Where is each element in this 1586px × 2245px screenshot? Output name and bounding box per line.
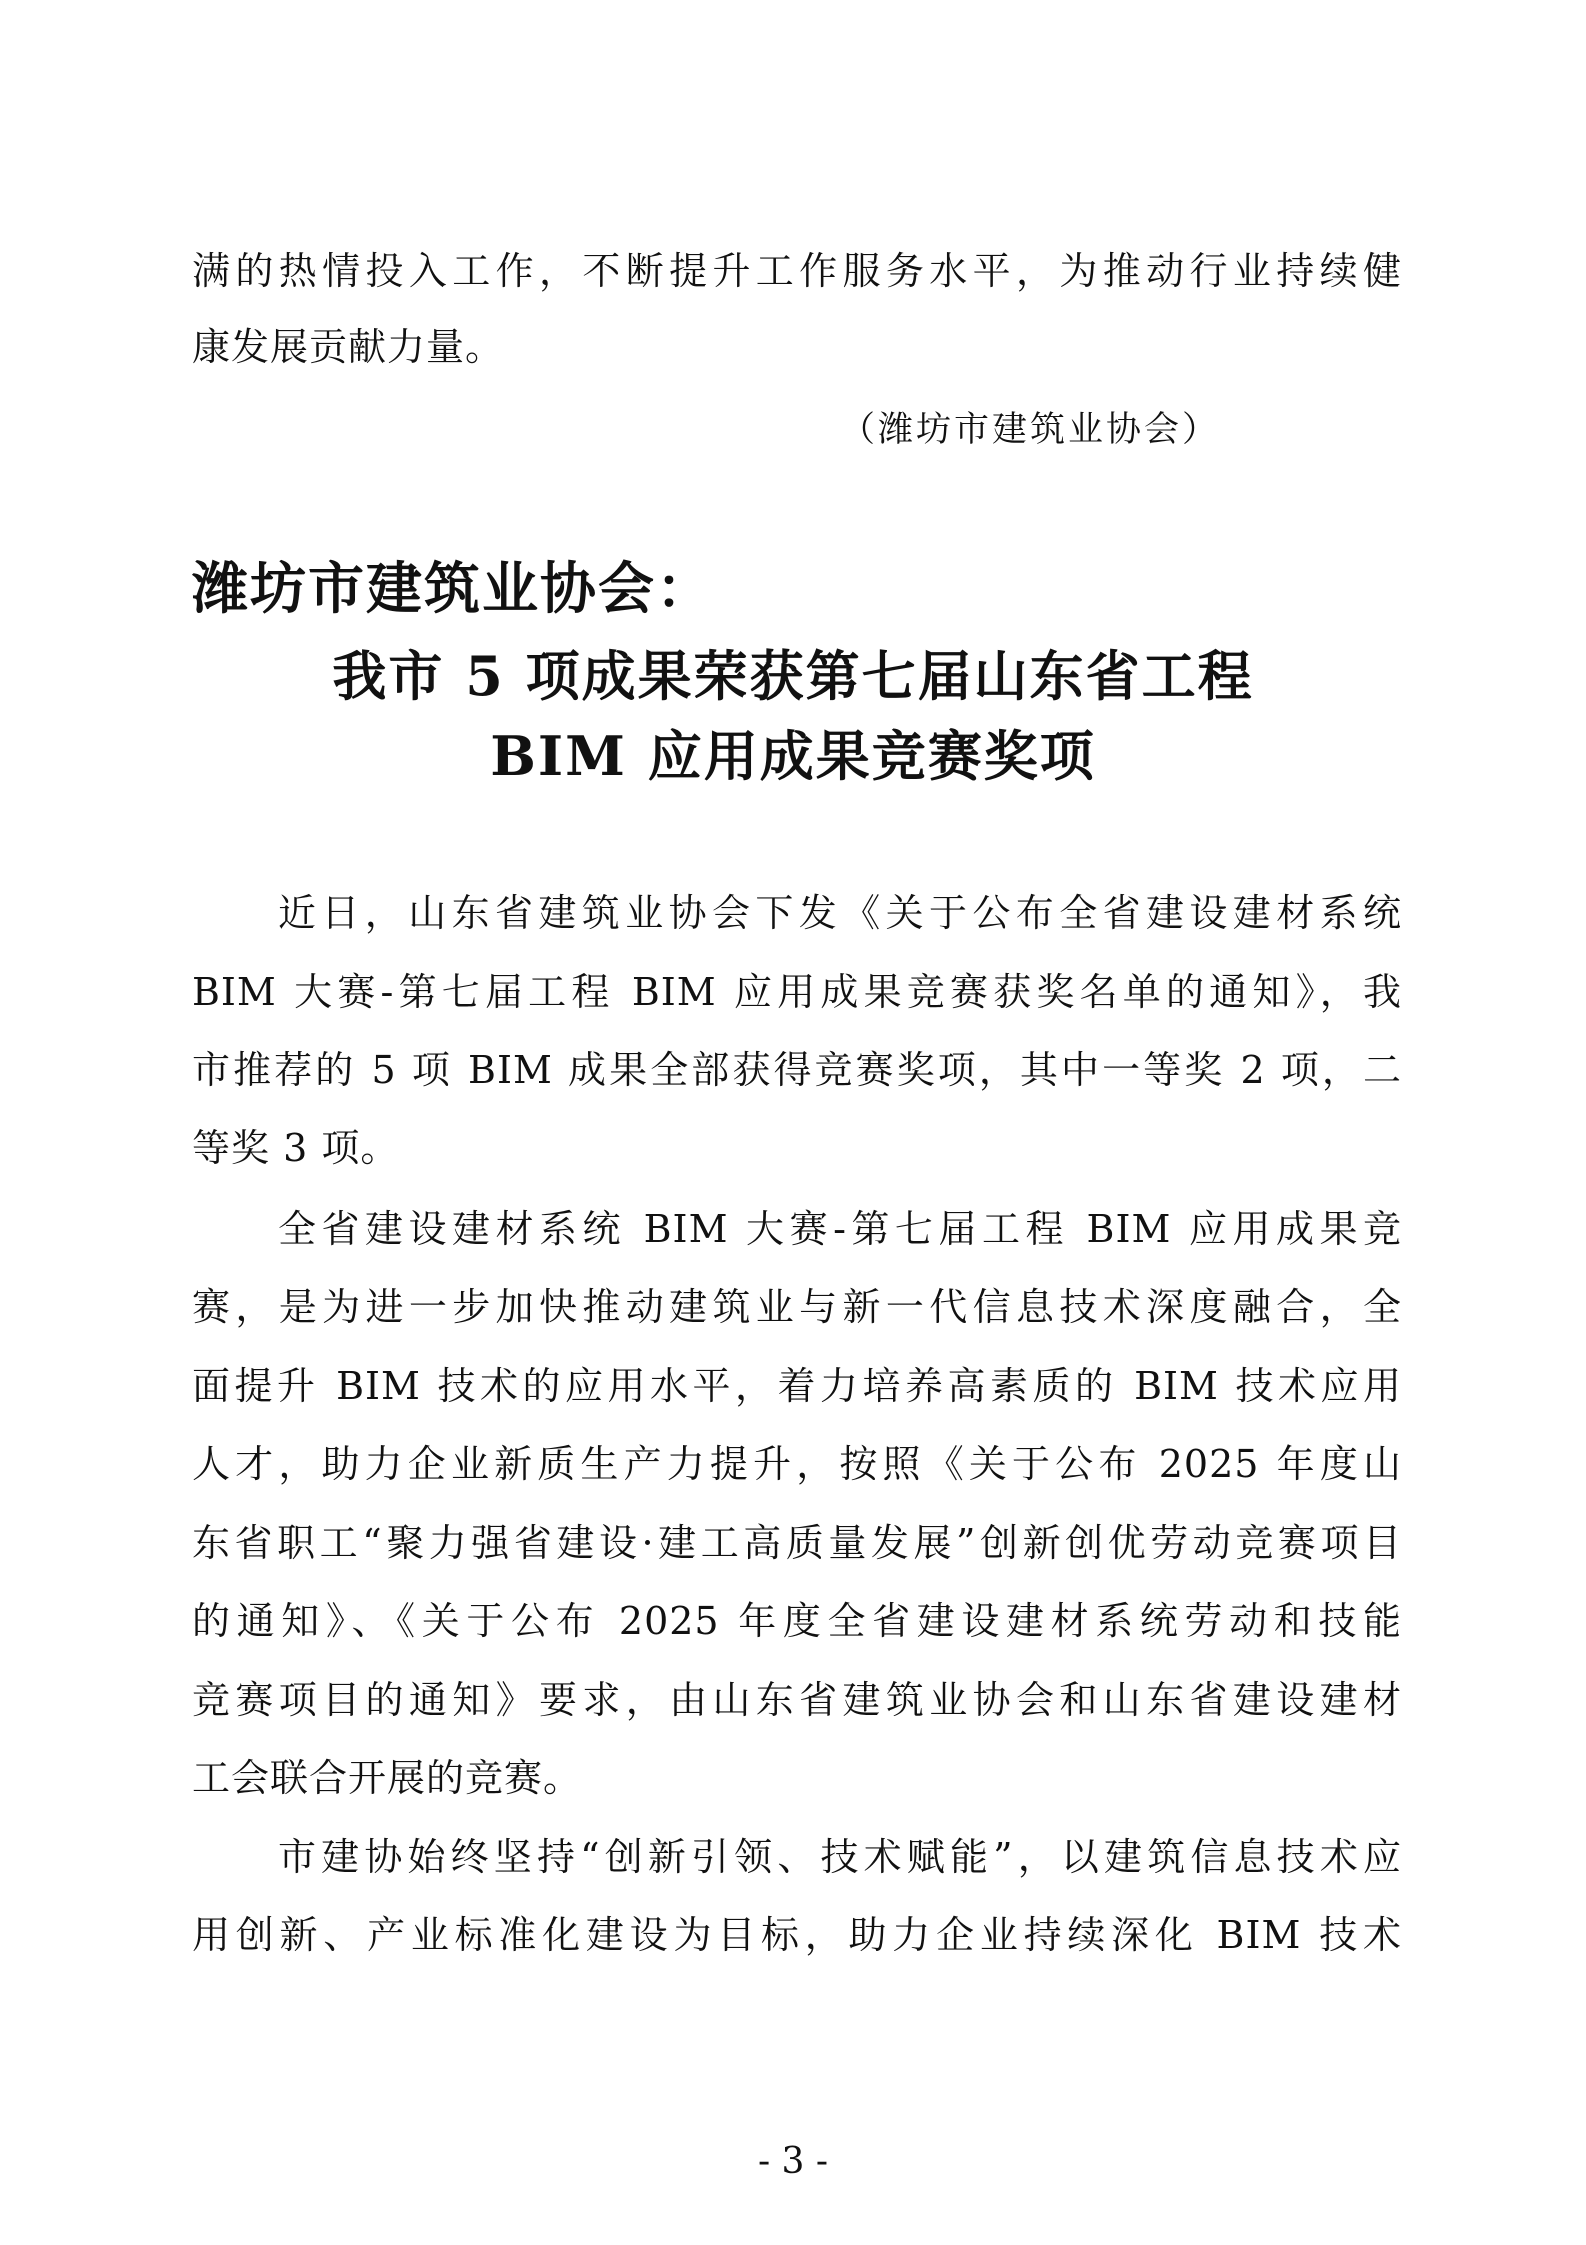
paragraph-line: 人才，助力企业新质生产力提升，按照《关于公布 2025 年度山 xyxy=(192,1442,1402,1486)
paragraph-line: 面提升 BIM 技术的应用水平，着力培养高素质的 BIM 技术应用 xyxy=(192,1364,1402,1408)
paragraph-line: 东省职工“聚力强省建设·建工高质量发展”创新创优劳动竞赛项目 xyxy=(192,1521,1402,1565)
paragraph-line: 工会联合开展的竞赛。 xyxy=(192,1756,583,1800)
intro-text-line: 满的热情投入工作，不断提升工作服务水平，为推动行业持续健 xyxy=(192,249,1402,293)
article-subtitle: 我市 5 项成果荣获第七届山东省工程 xyxy=(332,644,1254,708)
paragraph-line: 用创新、产业标准化建设为目标，助力企业持续深化 BIM 技术 xyxy=(192,1913,1402,1957)
article-title: 潍坊市建筑业协会： xyxy=(192,556,714,622)
paragraph-line: 竞赛项目的通知》要求，由山东省建筑业协会和山东省建设建材 xyxy=(192,1678,1402,1722)
paragraph-line: 的通知》、《关于公布 2025 年度全省建设建材系统劳动和技能 xyxy=(192,1599,1402,1643)
paragraph-line: 全省建设建材系统 BIM 大赛-第七届工程 BIM 应用成果竞 xyxy=(278,1207,1402,1251)
paragraph-line: 市建协始终坚持“创新引领、技术赋能”，以建筑信息技术应 xyxy=(278,1835,1402,1879)
paragraph-line: 市推荐的 5 项 BIM 成果全部获得竞赛奖项，其中一等奖 2 项，二 xyxy=(192,1048,1402,1092)
page-number: - 3 - xyxy=(757,2141,829,2182)
intro-text-line: 康发展贡献力量。 xyxy=(192,325,505,369)
paragraph-line: 赛，是为进一步加快推动建筑业与新一代信息技术深度融合，全 xyxy=(192,1285,1402,1329)
article-source: （潍坊市建筑业协会） xyxy=(840,410,1221,450)
paragraph-line: 近日，山东省建筑业协会下发《关于公布全省建设建材系统 xyxy=(278,891,1402,935)
paragraph-line: BIM 大赛-第七届工程 BIM 应用成果竞赛获奖名单的通知》，我 xyxy=(192,970,1402,1014)
article-subtitle: BIM 应用成果竞赛奖项 xyxy=(490,724,1096,788)
paragraph-line: 等奖 3 项。 xyxy=(192,1126,400,1170)
